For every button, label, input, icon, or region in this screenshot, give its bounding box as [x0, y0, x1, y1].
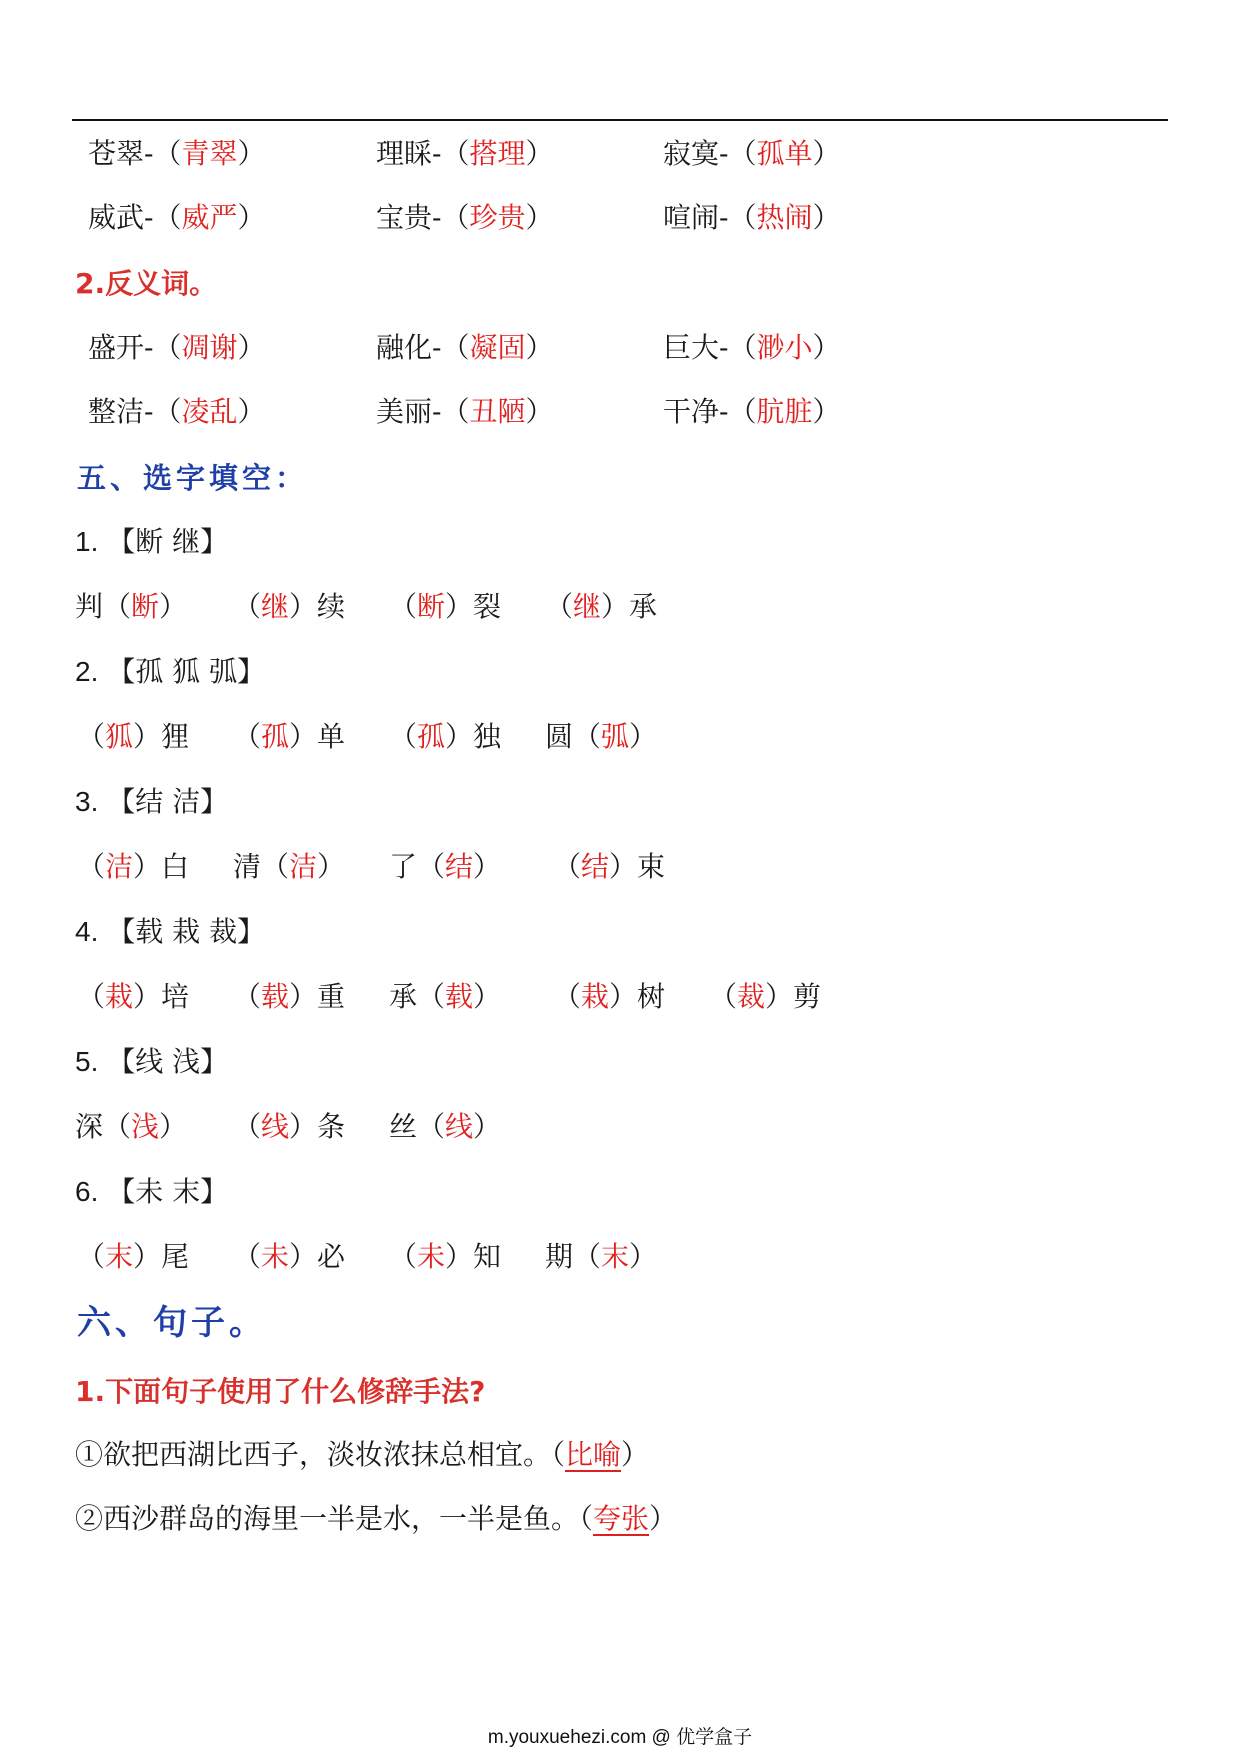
- group-title: 1. 【断 继】: [75, 525, 229, 558]
- fill-item: 丝（线）: [389, 1110, 502, 1143]
- word-pair: 美丽-（丑陋）: [376, 395, 554, 428]
- answer: 青翠: [181, 137, 238, 170]
- fill-item: 判（断）: [75, 590, 188, 623]
- section-6-title: 六、句子。: [77, 1303, 267, 1343]
- fill-item: （未）知: [389, 1240, 502, 1273]
- fill-item: （孤）独: [389, 720, 502, 753]
- answer: 肮脏: [756, 395, 813, 428]
- word-pair: 威武-（威严）: [88, 201, 266, 234]
- word-pair: 干净-（肮脏）: [663, 395, 841, 428]
- word-pair: 盛开-（凋谢）: [88, 331, 266, 364]
- fill-item: （末）尾: [77, 1240, 190, 1273]
- fill-item: （裁）剪: [709, 980, 822, 1013]
- answer: 威严: [181, 201, 238, 234]
- fill-item: 清（洁）: [233, 850, 346, 883]
- group-title: 4. 【载 栽 裁】: [75, 915, 266, 948]
- word-pair: 整洁-（凌乱）: [88, 395, 266, 428]
- answer: 热闹: [756, 201, 813, 234]
- fill-item: （载）重: [233, 980, 346, 1013]
- rhetoric-heading: 1.下面句子使用了什么修辞手法?: [75, 1375, 486, 1408]
- answer: 珍贵: [469, 201, 526, 234]
- answer: 丑陋: [469, 395, 526, 428]
- fill-item: （继）续: [233, 590, 346, 623]
- fill-item: （栽）树: [553, 980, 666, 1013]
- answer: 凋谢: [181, 331, 238, 364]
- fill-item: 期（末）: [545, 1240, 658, 1273]
- fill-item: （狐）狸: [77, 720, 190, 753]
- answer: 比喻: [565, 1438, 622, 1471]
- answer: 凝固: [469, 331, 526, 364]
- word-pair: 苍翠-（青翠）: [88, 137, 266, 170]
- sentence-2: ②西沙群岛的海里一半是水，一半是鱼。（夸张）: [75, 1502, 678, 1535]
- group-title: 2. 【孤 狐 弧】: [75, 655, 266, 688]
- footer-watermark: m.youxuehezi.com @ 优学盒子: [487, 1727, 753, 1748]
- group-title: 3. 【结 洁】: [75, 785, 229, 818]
- fill-item: （结）束: [553, 850, 666, 883]
- answer: 搭理: [469, 137, 526, 170]
- group-title: 6. 【未 末】: [75, 1175, 229, 1208]
- fill-item: （洁）白: [77, 850, 190, 883]
- fill-item: （继）承: [545, 590, 658, 623]
- word-pair: 寂寞-（孤单）: [663, 137, 841, 170]
- section-5-title: 五、选字填空：: [77, 461, 309, 495]
- sentence-1: ①欲把西湖比西子，淡妆浓抹总相宜。（比喻）: [75, 1438, 650, 1471]
- antonyms-heading: 2.反义词。: [75, 267, 218, 300]
- fill-item: （断）裂: [389, 590, 502, 623]
- fill-item: 深（浅）: [75, 1110, 188, 1143]
- word-pair: 理睬-（搭理）: [376, 137, 554, 170]
- answer: 凌乱: [181, 395, 238, 428]
- word-pair: 宝贵-（珍贵）: [376, 201, 554, 234]
- word-pair: 融化-（凝固）: [376, 331, 554, 364]
- fill-item: 了（结）: [389, 850, 502, 883]
- fill-item: 承（载）: [389, 980, 502, 1013]
- word-pair: 巨大-（渺小）: [663, 331, 841, 364]
- fill-item: （线）条: [233, 1110, 346, 1143]
- answer: 渺小: [756, 331, 813, 364]
- fill-item: （栽）培: [77, 980, 190, 1013]
- fill-item: （孤）单: [233, 720, 346, 753]
- fill-item: 圆（弧）: [545, 720, 658, 753]
- answer: 孤单: [756, 137, 813, 170]
- fill-item: （未）必: [233, 1240, 346, 1273]
- answer: 夸张: [593, 1502, 650, 1535]
- top-rule: [72, 119, 1168, 121]
- word-pair: 喧闹-（热闹）: [663, 201, 841, 234]
- group-title: 5. 【线 浅】: [75, 1045, 229, 1078]
